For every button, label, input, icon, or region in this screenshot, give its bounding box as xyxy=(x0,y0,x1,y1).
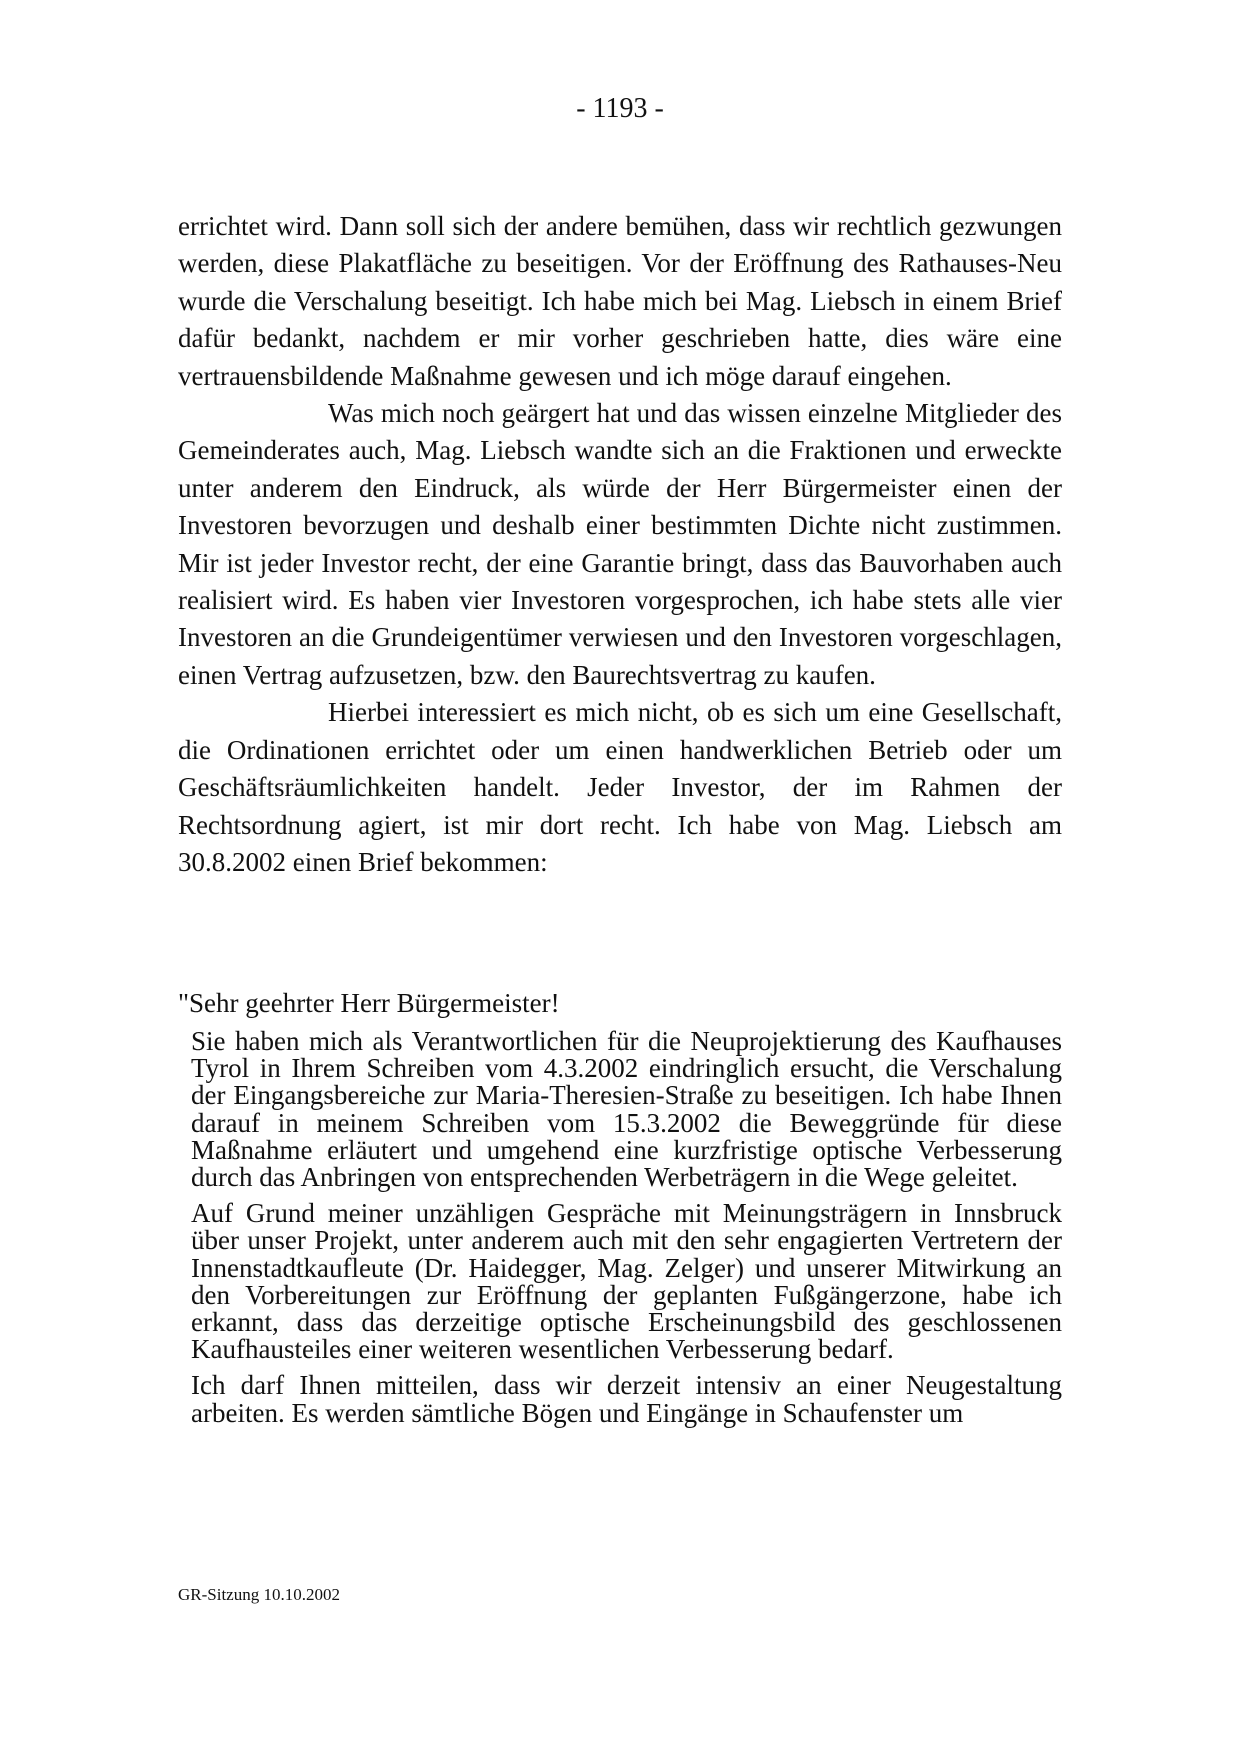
quote-paragraph-1: Sie haben mich als Verantwortlichen für die Neuprojektierung des Kaufhauses Tyrol in Ihrem Schreiben vom 4.3.2002 eindringlich ersucht, die Verschalung der Eingangsbereiche zur Maria-Theresien-Straße zu beseitigen. Ich habe Ihnen darauf in meinem Schreiben vom 15.3.2002 die Beweggründe für diese Maßnahme erläutert und umgehend eine kurzfristige optische Verbesserung durch das Anbringen von entsprechenden Werbeträgern in die Wege geleitet. xyxy=(191,1026,1062,1193)
letter-salutation: "Sehr geehrter Herr Bürgermeister! xyxy=(178,988,560,1018)
letter-quote xyxy=(191,1028,1062,1436)
body-text xyxy=(178,208,1062,881)
paragraph-2: Was mich noch geärgert hat und das wissen einzelne Mitglieder des Gemeinderates auch, Mag. Liebsch wandte sich an die Fraktionen und erweckte unter anderem den Eindruck, als würde der Herr Bürgermeister einen der Investoren bevorzugen und deshalb einer bestimmten Dichte nicht zustimmen. Mir ist jeder Investor recht, der eine Garantie bringt, dass das Bauvorhaben auch realisiert wird. Es haben vier Investoren vorgesprochen, ich habe stets alle vier Investoren an die Grundeigentümer verwiesen und den Investoren vorgeschlagen, einen Vertrag aufzusetzen, bzw. den Baurechtsvertrag zu kaufen. xyxy=(178,398,1062,690)
footer-session-label: GR-Sitzung 10.10.2002 xyxy=(178,1585,340,1604)
paragraph-1: errichtet wird. Dann soll sich der andere bemühen, dass wir rechtlich gezwungen werden, diese Plakatfläche zu beseitigen. Vor der Eröffnung des Rathauses-Neu wurde die Verschalung beseitigt. Ich habe mich bei Mag. Liebsch in einem Brief dafür bedankt, nachdem er mir vorher geschrieben hatte, dies wäre eine vertrauensbildende Maßnahme gewesen und ich möge darauf eingehen. xyxy=(178,211,1062,391)
paragraph-3: Hierbei interessiert es mich nicht, ob es sich um eine Gesellschaft, die Ordinationen errichtet oder um einen handwerklichen Betrieb oder um Geschäftsräumlichkeiten handelt. Jeder Investor, der im Rahmen der Rechtsordnung agiert, ist mir dort recht. Ich habe von Mag. Liebsch am 30.8.2002 einen Brief bekommen: xyxy=(178,697,1062,877)
quote-paragraph-2: Auf Grund meiner unzähligen Gespräche mit Meinungsträgern in Innsbruck über unser Projekt, unter anderem auch mit den sehr engagierten Vertretern der Innenstadtkaufleute (Dr. Haidegger, Mag. Zelger) und unserer Mitwirkung an den Vorbereitungen zur Eröffnung der geplanten Fußgängerzone, habe ich erkannt, dass das derzeitige optische Erscheinungsbild des geschlossenen Kaufhausteiles einer weiteren wesentlichen Verbesserung bedarf. xyxy=(191,1198,1062,1365)
page-number: - 1193 - xyxy=(576,93,664,124)
quote-paragraph-3: Ich darf Ihnen mitteilen, dass wir derzeit intensiv an einer Neugestaltung arbeiten. Es werden sämtliche Bögen und Eingänge in Schaufenster um xyxy=(191,1370,1062,1428)
